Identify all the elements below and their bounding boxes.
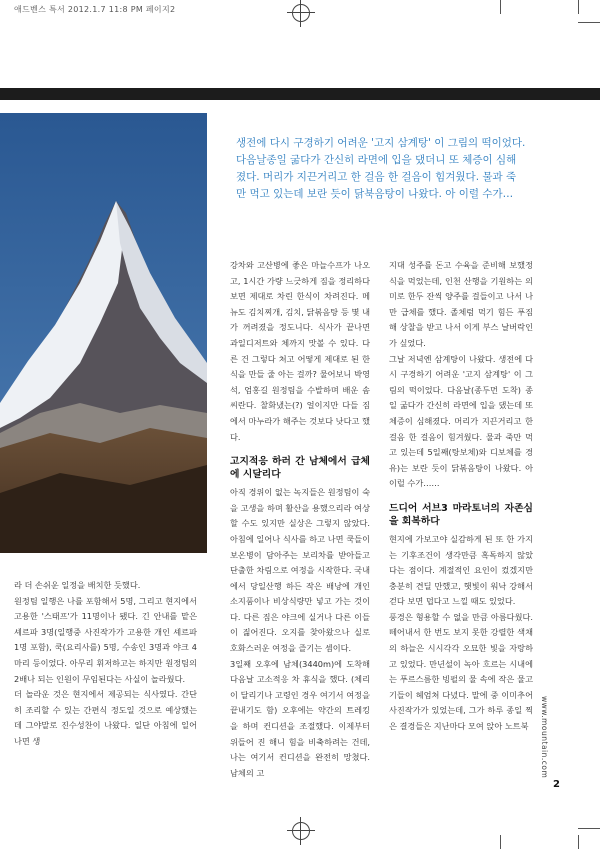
trim-mark (578, 0, 579, 14)
registration-mark-top (292, 4, 310, 22)
trim-mark (578, 22, 600, 23)
intro-pullquote: 생전에 다시 구경하기 어려운 '고지 삼계탕' 이 그림의 떡이었다. 다음날종일 굶다가 간신히 라면에 입을 댔더니 또 체증이 심해졌다. 머리가 지끈거리고 한 걸음 한 걸음이 힘겨웠다. 물과 죽만 먹고 있는데 보란 듯이 닭북음탕이 나왔다. 아 이럴 수가… (236, 137, 526, 200)
page-number: 2 (553, 779, 560, 790)
paragraph: 3일째 오후에 남체(3440m)에 도착해 다음날 고소적응 차 휴식을 했다. (체리이 달리기나 고령인 경우 여기서 여정을 끝내기도 함) 오후에는 약간의 트레킹을 하며 컨디션을 조절했다. 이제부터 위들어 진 해니 힘을 비축하려는 건데, 나는 여기서 컨디션을 완전히 망쳤다. 남체의 고 (230, 658, 370, 778)
article-column-1 (14, 578, 197, 750)
trim-mark (500, 0, 501, 14)
section-heading: 드디어 서브3 마라토너의 자존심을 회복하다 (389, 502, 533, 527)
paragraph: 풍경은 형용할 수 없을 만큼 아름다웠다. 떼어내서 한 번도 보지 못한 강렬한 색채의 하늘은 시시각각 오묘한 빛을 자랑하고 있었다. 만년설이 녹아 흐르는 시내에는 푸르스름한 빙펄의 물 속에 작은 물고기들이 헤엄쳐 다녔다. 말에 중 이미추어 사진작가가 있었는데, 그가 하루 종일 찍은 결경들은 지난마다 모여 앉아 노트북 (389, 611, 533, 732)
mountain-photo-graphic (0, 113, 207, 553)
paragraph: 아직 경위이 없는 녹지들은 원정팀이 숙을 고생을 하며 활산을 용했으리라 여상할 수도 있지만 실상은 그렇지 않았다. 아침에 일어나 식사를 하고 나면 쿡들이 보온병이 담아주는 보리차를 받아들고 단출한 차림으로 여정을 시작한다. 국내에서 당일산행 하든 작은 배낭에 개인 소지품이나 비상식량만 넣고 가는 것이다. 다른 짐은 야크에 실거나 다른 이들이 짊어진다. 오지를 찾아왔으나 실로 호화스러운 여정을 즐기는 셈이다. (230, 487, 370, 654)
paragraph: 지대 성주를 돈고 수육을 준비해 보했정식을 먹었는데, 인천 산행을 기원하는 의미로 한두 잔씩 양주를 걸들이고 나서 나만 급체를 했다. 졸체럼 먹기 힘든 푸짐해 상찰을 받고 나서 이게 부스 날버락인가 싶었다. (389, 260, 533, 348)
paragraph: 현지에 가보고야 실감하게 된 또 한 가지는 기후조건이 생각만큼 혹독하지 않았다는 점이다. 계절적인 요인이 컸겠지만 충분히 견딜 만했고, 햇빛이 워낙 강해서 걷다 보면 덥다고 느낄 때도 있었다. (389, 533, 533, 607)
print-header: 애드벤스 특서 2012.1.7 11:8 PM 페이지2 (14, 5, 176, 14)
article-column-2 (230, 258, 370, 781)
paragraph: 원정팀 일행은 나를 포함해서 5명, 그리고 현지에서 고용한 '스태프'가 11명이나 됐다. 긴 안내를 맡은 셰르파 3명(일행중 사진작가가 고용한 개인 셰르파 1명 포함), 쿡(요리사를) 5명, 수송인 3명과 야크 4마리 등이었다. 아무리 휘저하고는 하지만 원정팀의 2배나 되는 인원이 무임된다는 사실이 놀라웠다. (14, 595, 197, 684)
trim-mark (500, 835, 501, 849)
paragraph: 그날 저녁엔 삼계탕이 나왔다. 생전에 다시 구경하기 어려운 '고지 삼계탕' 이 그림의 떡이었다. 다음날(종두먼 도착) 종일 굶다가 간신히 라면에 입을 댔는데 또 체증이 심해졌다. 머리가 지끈거리고 한 걸음 한 걸음이 힘겨웠다. 물과 죽만 먹고 있는데 5일째(탕보체)와 디보체를 경유)는 보란 듯이 닭볶음탕이 나왔다. 아 이럴 수가…… (389, 353, 533, 489)
section-heading: 고지적응 하러 간 남체에서 급체에 시달리다 (230, 456, 370, 481)
paragraph: 강차와 고산병에 좋은 마늘수프가 나오고, 1시간 가량 느긋하게 짐을 정리하다보면 제대로 차린 한식이 차려진다. 메뉴도 김치찌개, 김치, 닭볶음탕 등 몇 내가 꺼려졌을 정도니다. 식사가 끝나면 과일디저트와 체까지 맛볼 수 있다. 다른 건 그렇다 쳐고 어떻게 제대로 된 한식을 만들 줄 아는 걸까? 물어보니 박영석, 엄홍길 원정팀을 수발하며 배운 솜씨란다. 찰화냈는(?) 얼이지만 다들 짐에서 마누라가 해주는 것보다 낫다고 했다. (230, 260, 370, 442)
article-column-3 (389, 258, 533, 735)
mountain-photo (0, 113, 207, 553)
paragraph: 더 놀라운 것은 현지에서 제공되는 식사였다. 간단히 조리할 수 있는 간편식 정도일 것으로 예상했는데 그야말로 진수성찬이 나왔다. 일단 아침에 일어나면 생 (14, 689, 197, 746)
trim-mark (578, 835, 579, 849)
trim-mark (578, 828, 600, 829)
side-url: www.mountain.com (540, 696, 549, 779)
paragraph: 라 더 손쉬운 일정을 배치한 듯했다. (14, 580, 141, 590)
registration-mark-bottom (292, 822, 310, 840)
header-bar (0, 88, 600, 100)
